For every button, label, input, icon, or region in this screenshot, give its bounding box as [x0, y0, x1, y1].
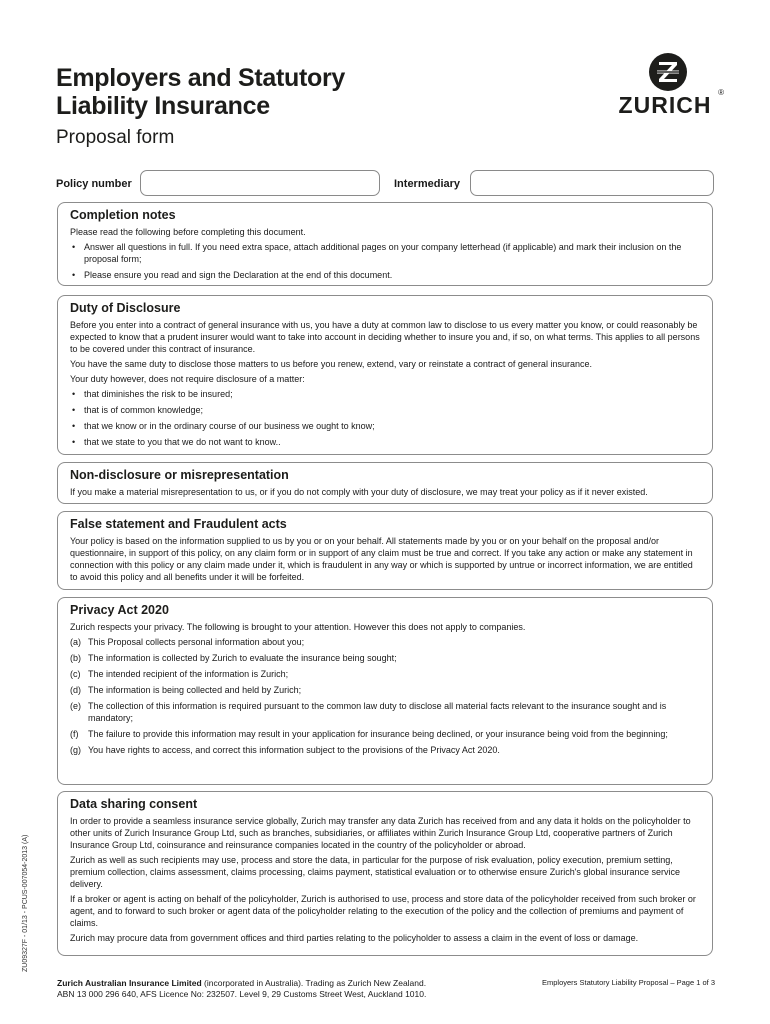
privacy-intro: Zurich respects your privacy. The following is brought to your attention. However this does not apply to companies. — [70, 622, 526, 632]
intermediary-label: Intermediary — [394, 178, 461, 190]
list-item: • that diminishes the risk to be insured; — [70, 388, 700, 400]
document-code: ZU09327F - 01/13 - PCUS-007054-2013 (A) — [22, 834, 29, 972]
list-item: • Please ensure you read and sign the Declaration at the end of this document. — [70, 269, 700, 281]
list-item: (e) The collection of this information is required pursuant to the common law duty to disclose all material facts relevant to the insurance sought and is mandatory; — [70, 701, 667, 723]
document-subtitle: Proposal form — [56, 127, 175, 148]
intermediary-input[interactable] — [470, 170, 714, 196]
data-sharing-para-3: If a broker or agent is acting on behalf of the policyholder, Zurich is authorised to use, process and store data of the policyholder received from such broker or agent, and to forward to such broker or agent data of the policyholder relating to the execution of the policy and the collection of premiums and payment of claims. — [70, 894, 696, 928]
zurich-logo — [612, 52, 724, 122]
privacy-act-section — [57, 597, 713, 785]
list-item: (b) The information is collected by Zurich to evaluate the insurance being sought; — [70, 653, 397, 663]
zurich-z-icon — [648, 52, 688, 92]
disclosure-para-1: Before you enter into a contract of general insurance with us, you have a duty at common law to disclose to us every matter you know, or could reasonably be expected to know that a prudent insurer would want to take into account in deciding whether to insure you and, if so, on what terms. This applies to all persons to be covered under this contract of insurance. — [70, 320, 700, 354]
section-heading: Data sharing consent — [70, 797, 198, 811]
logo-wordmark: ZURICH — [618, 92, 712, 118]
section-heading: Completion notes — [70, 208, 176, 222]
false-statement-text: Your policy is based on the information supplied to us by you or on your behalf. All statements made by you or on your behalf on the proposal and/or questionnaire, in support of this policy, on any claim form or in support of any claim must be true and correct. If you take any action or make any statement in connection with this policy or any claim made under it, which is fraudulent in any way or which is supported by untrue or incorrect information, we are entitled to avoid this policy and all benefits under it will be forfeited. — [70, 536, 693, 582]
data-sharing-section — [57, 791, 713, 956]
footer-address: ABN 13 000 296 640, AFS Licence No: 232507. Level 9, 29 Customs Street West, Auckland 1010. — [57, 989, 427, 999]
duty-of-disclosure-section — [57, 295, 713, 455]
list-item: (d) The information is being collected and held by Zurich; — [70, 685, 302, 695]
section-heading: False statement and Fraudulent acts — [70, 517, 287, 531]
list-item: (c) The intended recipient of the information is Zurich; — [70, 669, 289, 679]
footer-company-name: Zurich Australian Insurance Limited — [57, 978, 202, 988]
footer-company-detail: (incorporated in Australia). Trading as Zurich New Zealand. — [201, 978, 427, 988]
list-item: • that we state to you that we do not want to know.. — [70, 436, 700, 448]
list-item: (f) The failure to provide this information may result in your application for insurance being declined, or your insurance being void from the beginning; — [70, 729, 668, 739]
section-heading: Privacy Act 2020 — [70, 603, 169, 617]
title-line-1: Employers and Statutory — [56, 64, 345, 92]
data-sharing-para-1: In order to provide a seamless insurance service globally, Zurich may transfer any data Zurich has received from and any data it holds on the policyholder to other units of Zurich Insurance Group Ltd, such as branches, subsidiaries, or affiliates within Zurich Insurance Group Ltd, cooperative partners of Zurich Insurance Group Ltd, coinsurance and reinsurance companies located in the country of the policyholder or abroad. — [70, 816, 691, 850]
document-title — [56, 64, 345, 120]
list-item: (g) You have rights to access, and correct this information subject to the provisions of the Privacy Act 2020. — [70, 745, 500, 755]
disclosure-para-3: Your duty however, does not require disclosure of a matter: — [70, 374, 305, 384]
false-statement-section — [57, 511, 713, 590]
disclosure-list — [70, 388, 700, 448]
section-heading: Non-disclosure or misrepresentation — [70, 468, 289, 482]
policy-number-label: Policy number — [56, 178, 132, 190]
list-item: • that is of common knowledge; — [70, 404, 700, 416]
completion-notes-section — [57, 202, 713, 286]
footer-company — [57, 978, 426, 1000]
list-item: (a) This Proposal collects personal information about you; — [70, 637, 305, 647]
disclosure-para-2: You have the same duty to disclose those matters to us before you renew, extend, vary or reinstate a contract of general insurance. — [70, 359, 592, 369]
completion-intro: Please read the following before completing this document. — [70, 227, 306, 237]
list-item: • that we know or in the ordinary course of our business we ought to know; — [70, 420, 700, 432]
list-item: • Answer all questions in full. If you need extra space, attach additional pages on your company letterhead (if applicable) and mark their inclusion on the proposal form; — [70, 241, 700, 265]
policy-number-input[interactable] — [140, 170, 380, 196]
section-heading: Duty of Disclosure — [70, 301, 181, 315]
page-number: Employers Statutory Liability Proposal – Page 1 of 3 — [541, 978, 715, 987]
data-sharing-para-4: Zurich may procure data from government offices and third parties relating to the policyholder to assess a claim in the event of loss or damage. — [70, 933, 639, 943]
registered-mark: ® — [718, 88, 724, 97]
privacy-list — [70, 636, 700, 756]
data-sharing-para-2: Zurich as well as such recipients may use, process and store the data, in particular for the purpose of risk evaluation, policy execution, premium setting, premium collection, claims assessment, claims processing, claims payment, statistical evaluation or to otherwise ensure Zurich's global insurance service delivery. — [70, 855, 680, 889]
non-disclosure-section — [57, 462, 713, 504]
completion-list — [70, 241, 700, 281]
title-line-2: Liability Insurance — [56, 92, 270, 120]
non-disclosure-text: If you make a material misrepresentation to us, or if you do not comply with your duty of disclosure, we may treat your policy as if it never existed. — [70, 487, 648, 497]
